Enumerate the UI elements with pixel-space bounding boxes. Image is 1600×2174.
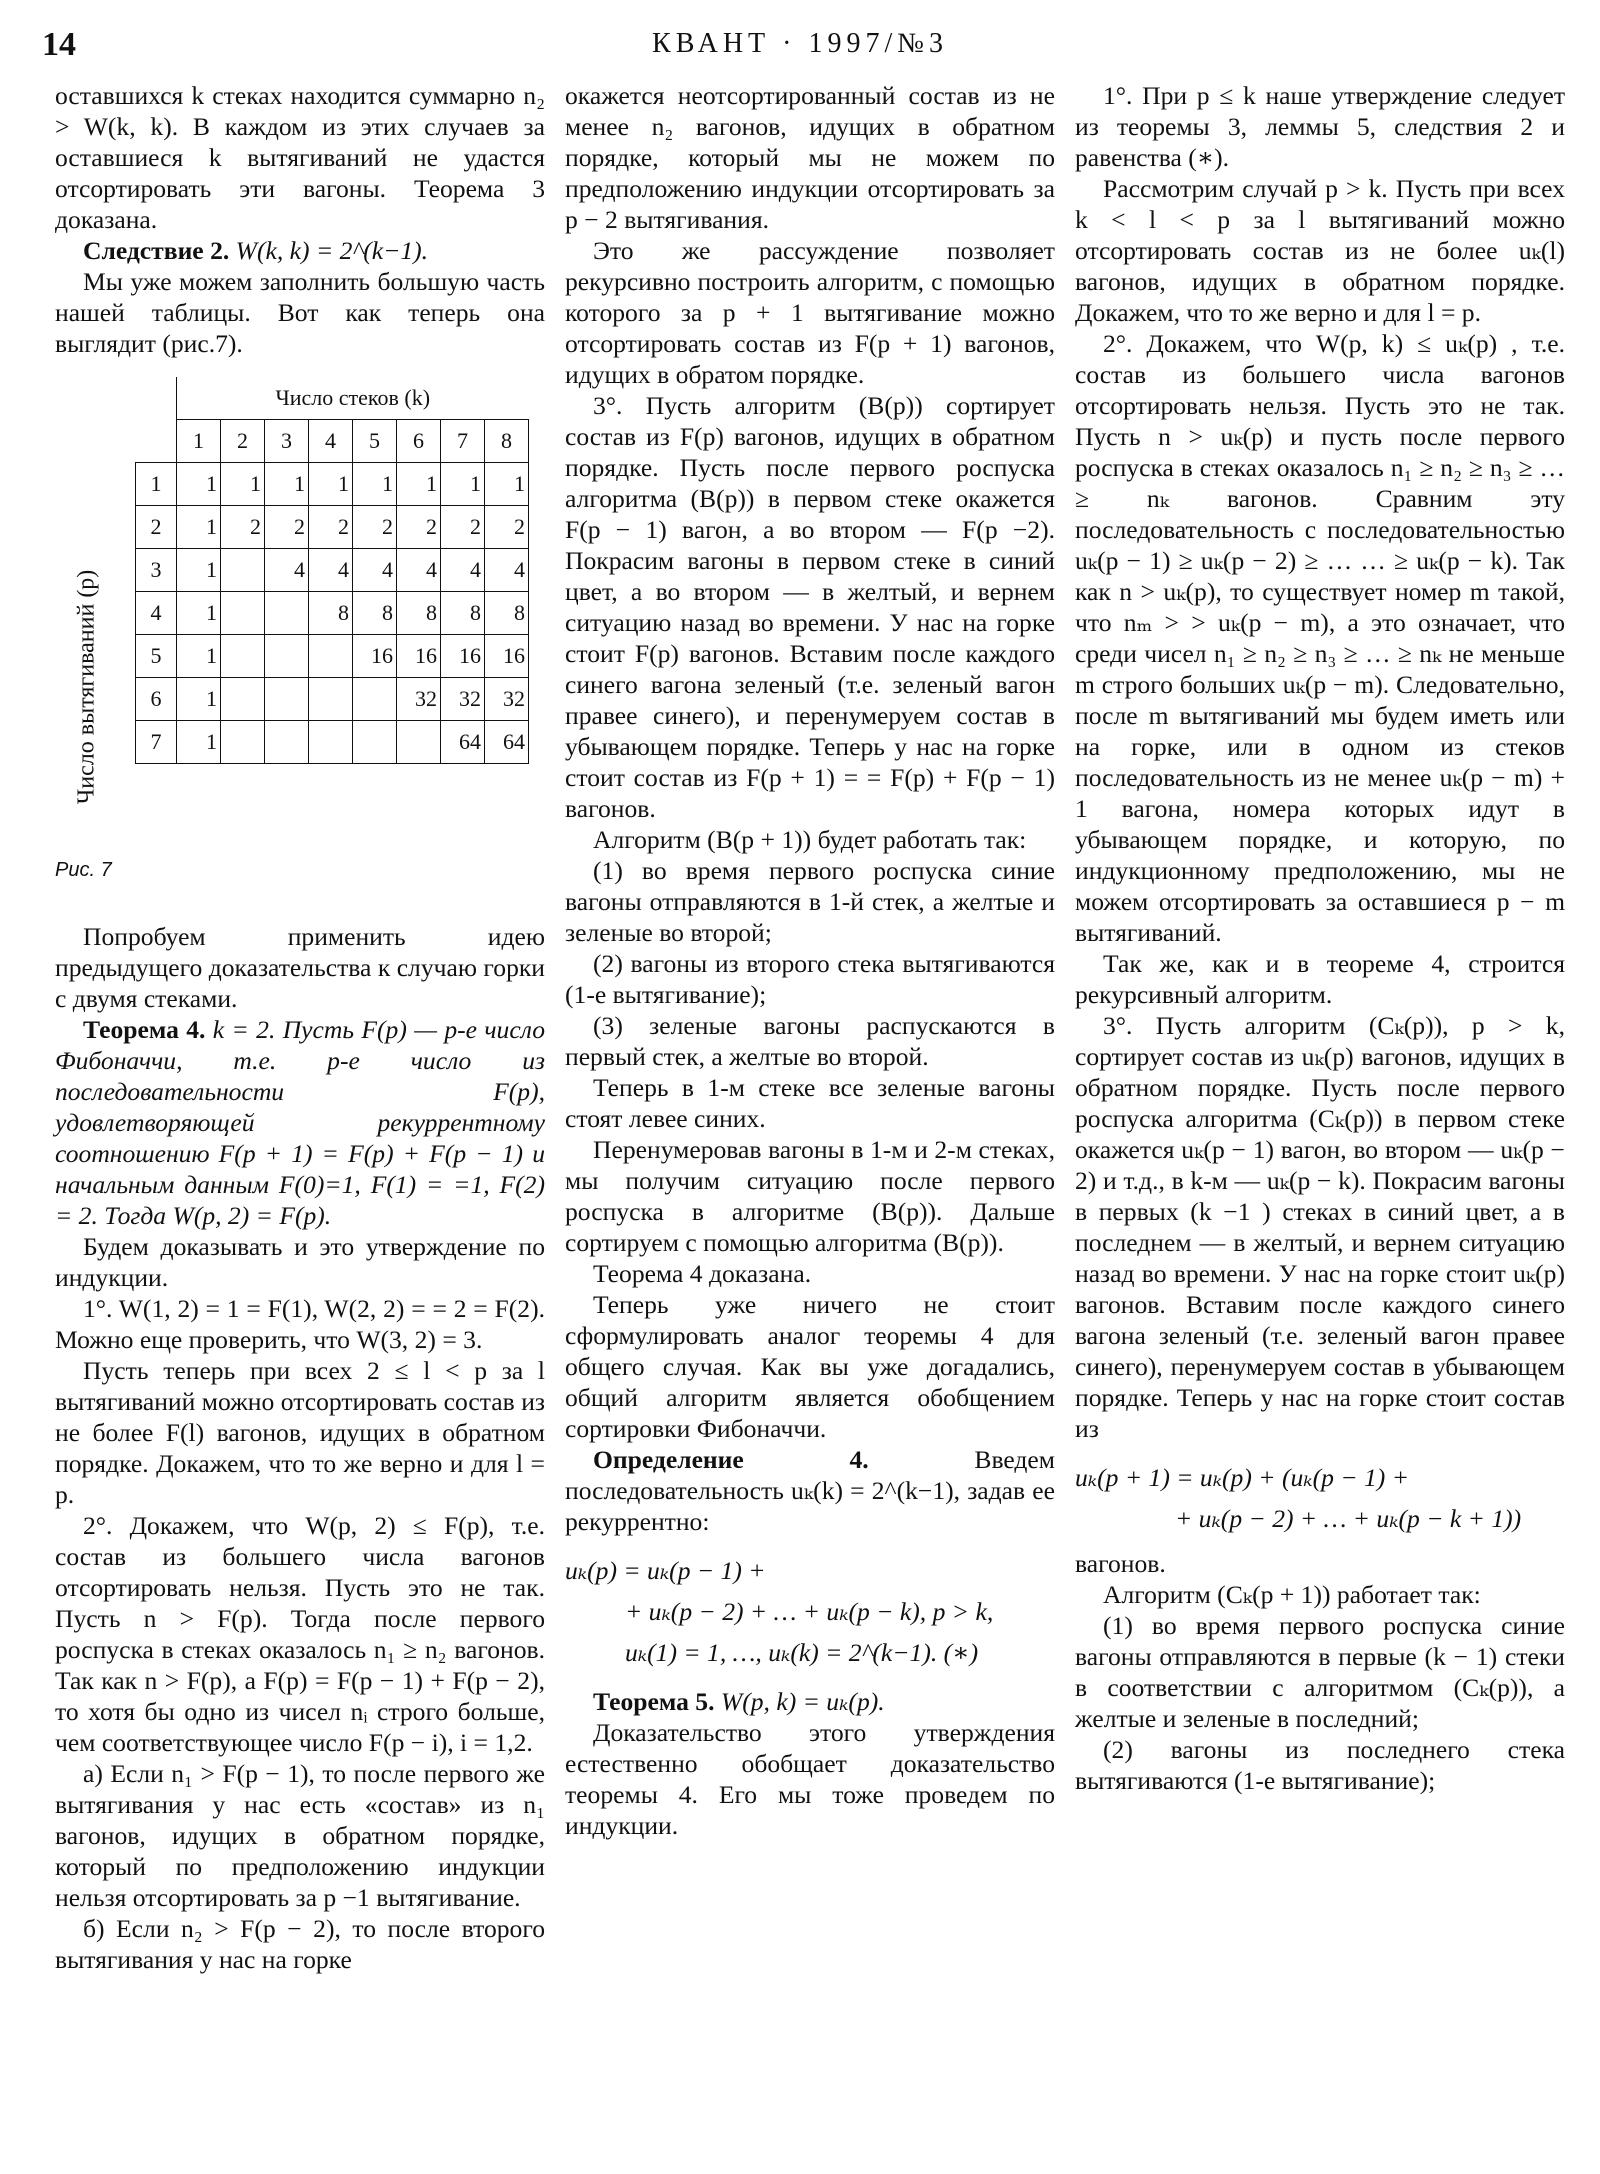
- table-cell: [221, 591, 265, 634]
- corollary-label: Следствие 2.: [83, 236, 230, 265]
- figure-caption: Рис. 7: [55, 859, 112, 881]
- page-number: 14: [42, 26, 76, 63]
- table-cell: 32: [441, 677, 485, 720]
- formula-line: uₖ(p) = uₖ(p − 1) +: [565, 1556, 766, 1585]
- table-cell: 2: [485, 505, 529, 548]
- table-cell: 1: [177, 634, 221, 677]
- row-header: 1: [136, 462, 177, 505]
- theorem-label: Теорема 4.: [83, 1015, 206, 1044]
- table-cell: 16: [485, 634, 529, 677]
- table-cell: [353, 720, 397, 763]
- paragraph: (3) зеленые вагоны распускаются в первый стек, а желтые во второй.: [565, 1011, 1055, 1071]
- table-cell: 8: [441, 591, 485, 634]
- table-cell: [353, 677, 397, 720]
- table-cell: 32: [485, 677, 529, 720]
- table-cell: [221, 677, 265, 720]
- column-header: 6: [397, 419, 441, 462]
- paragraph: Теорема 4 доказана.: [593, 1259, 812, 1288]
- paragraph: вагонов.: [1075, 1549, 1166, 1578]
- table-row: [136, 591, 529, 634]
- spacer: [55, 893, 545, 921]
- table-row: [136, 505, 529, 548]
- paragraph: 3°. Пусть алгоритм (B(p)) сортирует состав из F(p) вагонов, идущих в обратном порядке. Пусть после первого роспуска алгоритма (B(p)) в первом стеке окажется F(p − 1) вагон, а во втором — F(p −2). Покрасим вагоны в первом стеке в синий цвет, а во втором — в желтый, и вернем ситуацию назад во времени. У нас на горке стоит F(p) вагонов. Вставим после каждого синего вагона зеленый (т.е. зеленый вагон правее синего), и перенумеруем состав в убывающем порядке. Теперь у нас на горке стоит состав из F(p + 1) = = F(p) + F(p − 1) вагонов.: [565, 391, 1055, 823]
- figure-7: [55, 377, 545, 887]
- formula-line: uₖ(1) = 1, …, uₖ(k) = 2^(k−1). (∗): [625, 1638, 979, 1667]
- row-header: 5: [136, 634, 177, 677]
- table-row: [136, 720, 529, 763]
- table-cell: [265, 634, 309, 677]
- column-header: 8: [485, 419, 529, 462]
- definition-text: Введем последовательность uₖ(k) = 2^(k−1), задав ее рекуррентно:: [565, 1445, 1055, 1536]
- paragraph: Попробуем применить идею предыдущего доказательства к случаю горки с двумя стеками.: [55, 922, 545, 1013]
- paragraph: Мы уже можем заполнить большую часть нашей таблицы. Вот как теперь она выглядит (рис.7).: [55, 267, 545, 358]
- theorem-text: W(p, k) = uₖ(p).: [714, 1687, 885, 1716]
- table-cell: 2: [221, 505, 265, 548]
- table-row: [136, 634, 529, 677]
- formula-line: uₖ(p + 1) = uₖ(p) + (uₖ(p − 1) +: [1075, 1463, 1409, 1492]
- table-row: [136, 548, 529, 591]
- figure-table: [135, 377, 529, 764]
- table-cell: [265, 720, 309, 763]
- formula-line: + uₖ(p − 2) + … + uₖ(p − k), p > k,: [625, 1597, 994, 1626]
- figure-row-axis-label: Число вытягиваний (p): [73, 569, 100, 805]
- table-row: [136, 677, 529, 720]
- column-header: 5: [353, 419, 397, 462]
- table-cell: [265, 677, 309, 720]
- table-cell: 2: [441, 505, 485, 548]
- definition-label: Определение 4.: [593, 1445, 869, 1474]
- paragraph: Будем доказывать и это утверждение по индукции.: [55, 1232, 545, 1292]
- paragraph: 3°. Пусть алгоритм (Cₖ(p)), p > k, сортирует состав из uₖ(p) вагонов, идущих в обратном порядке. Пусть после первого роспуска алгоритма (Cₖ(p)) в первом стеке окажется uₖ(p − 1) вагон, во втором — uₖ(p − 2) и т.д., в k-м — uₖ(p − k). Покрасим вагоны в первых (k −1 ) стеках в синий цвет, а в последнем — в желтый, и вернем ситуацию назад во времени. У нас на горке стоит uₖ(p) вагонов. Вставим после каждого синего вагона зеленый (т.е. зеленый вагон правее синего), перенумеруем состав в убывающем порядке. Теперь у нас на горке стоит состав из: [1075, 1011, 1565, 1443]
- paragraph: а) Если n₁ > F(p − 1), то после первого же вытягивания у нас есть «состав» из n₁ вагонов, идущих в обратном порядке, который по предположению индукции нельзя отсортировать за p −1 вытягивание.: [55, 1759, 545, 1912]
- table-cell: 1: [265, 462, 309, 505]
- paragraph: оставшихся k стеках находится суммарно n₂ > W(k, k). В каждом из этих случаев за оставшиеся k вытягиваний не удастся отсортировать эти вагоны. Теорема 3 доказана.: [55, 81, 545, 234]
- table-corner: [136, 377, 177, 419]
- table-cell: [309, 720, 353, 763]
- table-cell: 4: [353, 548, 397, 591]
- table-cell: 1: [397, 462, 441, 505]
- table-cell: [221, 720, 265, 763]
- table-cell: [309, 677, 353, 720]
- paragraph: (1) во время первого роспуска синие вагоны отправляются в 1-й стек, а желтые и зеленые во второй;: [565, 856, 1055, 947]
- paragraph: (2) вагоны из последнего стека вытягиваются (1-е вытягивание);: [1075, 1735, 1565, 1795]
- paragraph: Пусть теперь при всех 2 ≤ l < p за l вытягиваний можно отсортировать состав из не более F(l) вагонов, идущих в обратном порядке. Докажем, что то же верно и для l = p.: [55, 1356, 545, 1509]
- paragraph: Алгоритм (Cₖ(p + 1)) работает так:: [1103, 1580, 1481, 1609]
- table-cell: [221, 634, 265, 677]
- table-cell: 2: [265, 505, 309, 548]
- paragraph: Перенумеровав вагоны в 1-м и 2-м стеках, мы получим ситуацию после первого роспуска в алгоритме (B(p)). Дальше сортируем с помощью алгоритма (B(p)).: [565, 1135, 1055, 1257]
- corollary-text: W(k, k) = 2^(k−1).: [229, 236, 429, 265]
- theorem-5: [565, 1686, 1055, 1717]
- theorem-label: Теорема 5.: [593, 1687, 715, 1716]
- table-cell: 1: [177, 591, 221, 634]
- column-1: [55, 80, 545, 1975]
- table-cell: 4: [441, 548, 485, 591]
- paragraph: Теперь уже ничего не стоит сформулировать аналог теоремы 4 для общего случая. Как вы уже догадались, общий алгоритм является обобщением сортировки Фибоначчи.: [565, 1290, 1055, 1443]
- table-row: [136, 462, 529, 505]
- paragraph: 2°. Докажем, что W(p, k) ≤ uₖ(p) , т.е. состав из большего числа вагонов отсортировать нельзя. Пусть это не так. Пусть n > uₖ(p) и пусть после первого роспуска в стеках оказалось n₁ ≥ n₂ ≥ n₃ ≥ … ≥ nₖ вагонов. Сравним эту последовательность с последовательностью uₖ(p − 1) ≥ uₖ(p − 2) ≥ … … ≥ uₖ(p − k). Так как n > uₖ(p), то существует номер m такой, что nₘ > > uₖ(p − m), а это означает, что среди чисел n₁ ≥ n₂ ≥ n₃ ≥ … ≥ nₖ не меньше m строго больших uₖ(p − m). Следовательно, после m вытягиваний мы будем иметь или на горке, или в одном из стеков последовательность из не менее uₖ(p − m) + 1 вагона, номера которых идут в убывающем порядке, и которую, по индукционному предположению, мы не можем отсортировать за оставшиеся p − m вытягиваний.: [1075, 329, 1565, 947]
- table-cell: 4: [397, 548, 441, 591]
- table-cell: 8: [397, 591, 441, 634]
- table-cell: [265, 591, 309, 634]
- table-cell: 1: [221, 462, 265, 505]
- theorem-4: [55, 1014, 545, 1231]
- table-cell: 1: [177, 505, 221, 548]
- table-cell: 1: [177, 677, 221, 720]
- paragraph: (1) во время первого роспуска синие вагоны отправляются в первые (k − 1) стеки в соответствии с алгоритмом (Cₖ(p)), а желтые и зеленые в последний;: [1075, 1611, 1565, 1733]
- column-2: [565, 80, 1055, 1841]
- table-cell: 1: [177, 548, 221, 591]
- paragraph: Теперь в 1-м стеке все зеленые вагоны стоят левее синих.: [565, 1073, 1055, 1133]
- column-header: 1: [177, 419, 221, 462]
- column-header: 4: [309, 419, 353, 462]
- column-header: 2: [221, 419, 265, 462]
- table-cell: 16: [353, 634, 397, 677]
- table-cell: 2: [397, 505, 441, 548]
- table-cell: 64: [441, 720, 485, 763]
- row-header: 4: [136, 591, 177, 634]
- page-header: [0, 20, 1600, 63]
- column-header: 3: [265, 419, 309, 462]
- paragraph: б) Если n₂ > F(p − 2), то после второго вытягивания у нас на горке: [55, 1914, 545, 1974]
- column-3: [1075, 80, 1565, 1796]
- paragraph: Это же рассуждение позволяет рекурсивно построить алгоритм, с помощью которого за p + 1 вытягивание можно отсортировать состав из F(p + 1) вагонов, идущих в обратом порядке.: [565, 236, 1055, 389]
- table-cell: 32: [397, 677, 441, 720]
- row-header: 7: [136, 720, 177, 763]
- definition-4: [565, 1444, 1055, 1537]
- corollary-2: [55, 235, 545, 266]
- paragraph: Так же, как и в теореме 4, строится рекурсивный алгоритм.: [1075, 949, 1565, 1009]
- table-cell: 1: [441, 462, 485, 505]
- table-cell: 8: [309, 591, 353, 634]
- row-header: 3: [136, 548, 177, 591]
- table-cell: 4: [265, 548, 309, 591]
- table-cell: 64: [485, 720, 529, 763]
- table-corner: [136, 419, 177, 462]
- paragraph: (2) вагоны из второго стека вытягиваются (1-е вытягивание);: [565, 949, 1055, 1009]
- table-cell: 4: [309, 548, 353, 591]
- table-cell: 8: [485, 591, 529, 634]
- paragraph: 2°. Докажем, что W(p, 2) ≤ F(p), т.е. состав из большего числа вагонов отсортировать нельзя. Пусть это не так. Пусть n > F(p). Тогда после первого роспуска в стеках оказалось n₁ ≥ n₂ вагонов. Так как n > F(p), а F(p) = F(p − 1) + F(p − 2), то хотя бы одно из чисел nᵢ строго больше, чем соответствующее число F(p − i), i = 1,2.: [55, 1511, 545, 1757]
- table-cell: [221, 548, 265, 591]
- table-cell: 1: [353, 462, 397, 505]
- table-cell: 2: [309, 505, 353, 548]
- table-cell: 4: [485, 548, 529, 591]
- paragraph: окажется неотсортированный состав из не менее n₂ вагонов, идущих в обратном порядке, который мы не можем по предположению индукции отсортировать за p − 2 вытягивания.: [565, 81, 1055, 234]
- table-cell: 1: [485, 462, 529, 505]
- table-cell: 1: [309, 462, 353, 505]
- table-cell: 2: [353, 505, 397, 548]
- table-cell: 8: [353, 591, 397, 634]
- table-cell: 16: [441, 634, 485, 677]
- table-cell: 16: [397, 634, 441, 677]
- paragraph: 1°. W(1, 2) = 1 = F(1), W(2, 2) = = 2 = F(2). Можно еще проверить, что W(3, 2) = 3.: [55, 1294, 545, 1354]
- table-header-row: [136, 419, 529, 462]
- row-header: 6: [136, 677, 177, 720]
- table-cell: 1: [177, 462, 221, 505]
- paragraph: Алгоритм (B(p + 1)) будет работать так:: [593, 825, 1027, 854]
- running-head: КВАНТ · 1997/№3: [652, 28, 948, 59]
- column-header: 7: [441, 419, 485, 462]
- table-cell: [397, 720, 441, 763]
- row-header: 2: [136, 505, 177, 548]
- table-cell: [309, 634, 353, 677]
- table-cell: 1: [177, 720, 221, 763]
- formula-line: + uₖ(p − 2) + … + uₖ(p − k + 1)): [1175, 1504, 1522, 1533]
- paragraph: Рассмотрим случай p > k. Пусть при всех k < l < p за l вытягиваний можно отсортировать состав из не более uₖ(l) вагонов, идущих в обратном порядке. Докажем, что то же верно и для l = p.: [1075, 174, 1565, 327]
- paragraph: Доказательство этого утверждения естественно обобщает доказательство теоремы 4. Его мы тоже проведем по индукции.: [565, 1718, 1055, 1840]
- theorem-text: k = 2. Пусть F(p) — p-е число Фибоначчи, т.е. p-е число из последовательности F(p), удовлетворяющей рекуррентному соотношению F(p + 1) = F(p) + F(p − 1) и начальным данным F(0)=1, F(1) = =1, F(2) = 2. Тогда W(p, 2) = F(p).: [55, 1015, 545, 1230]
- figure-column-title: Число стеков (k): [275, 385, 431, 411]
- paragraph: 1°. При p ≤ k наше утверждение следует из теоремы 3, леммы 5, следствия 2 и равенства (∗).: [1075, 81, 1565, 172]
